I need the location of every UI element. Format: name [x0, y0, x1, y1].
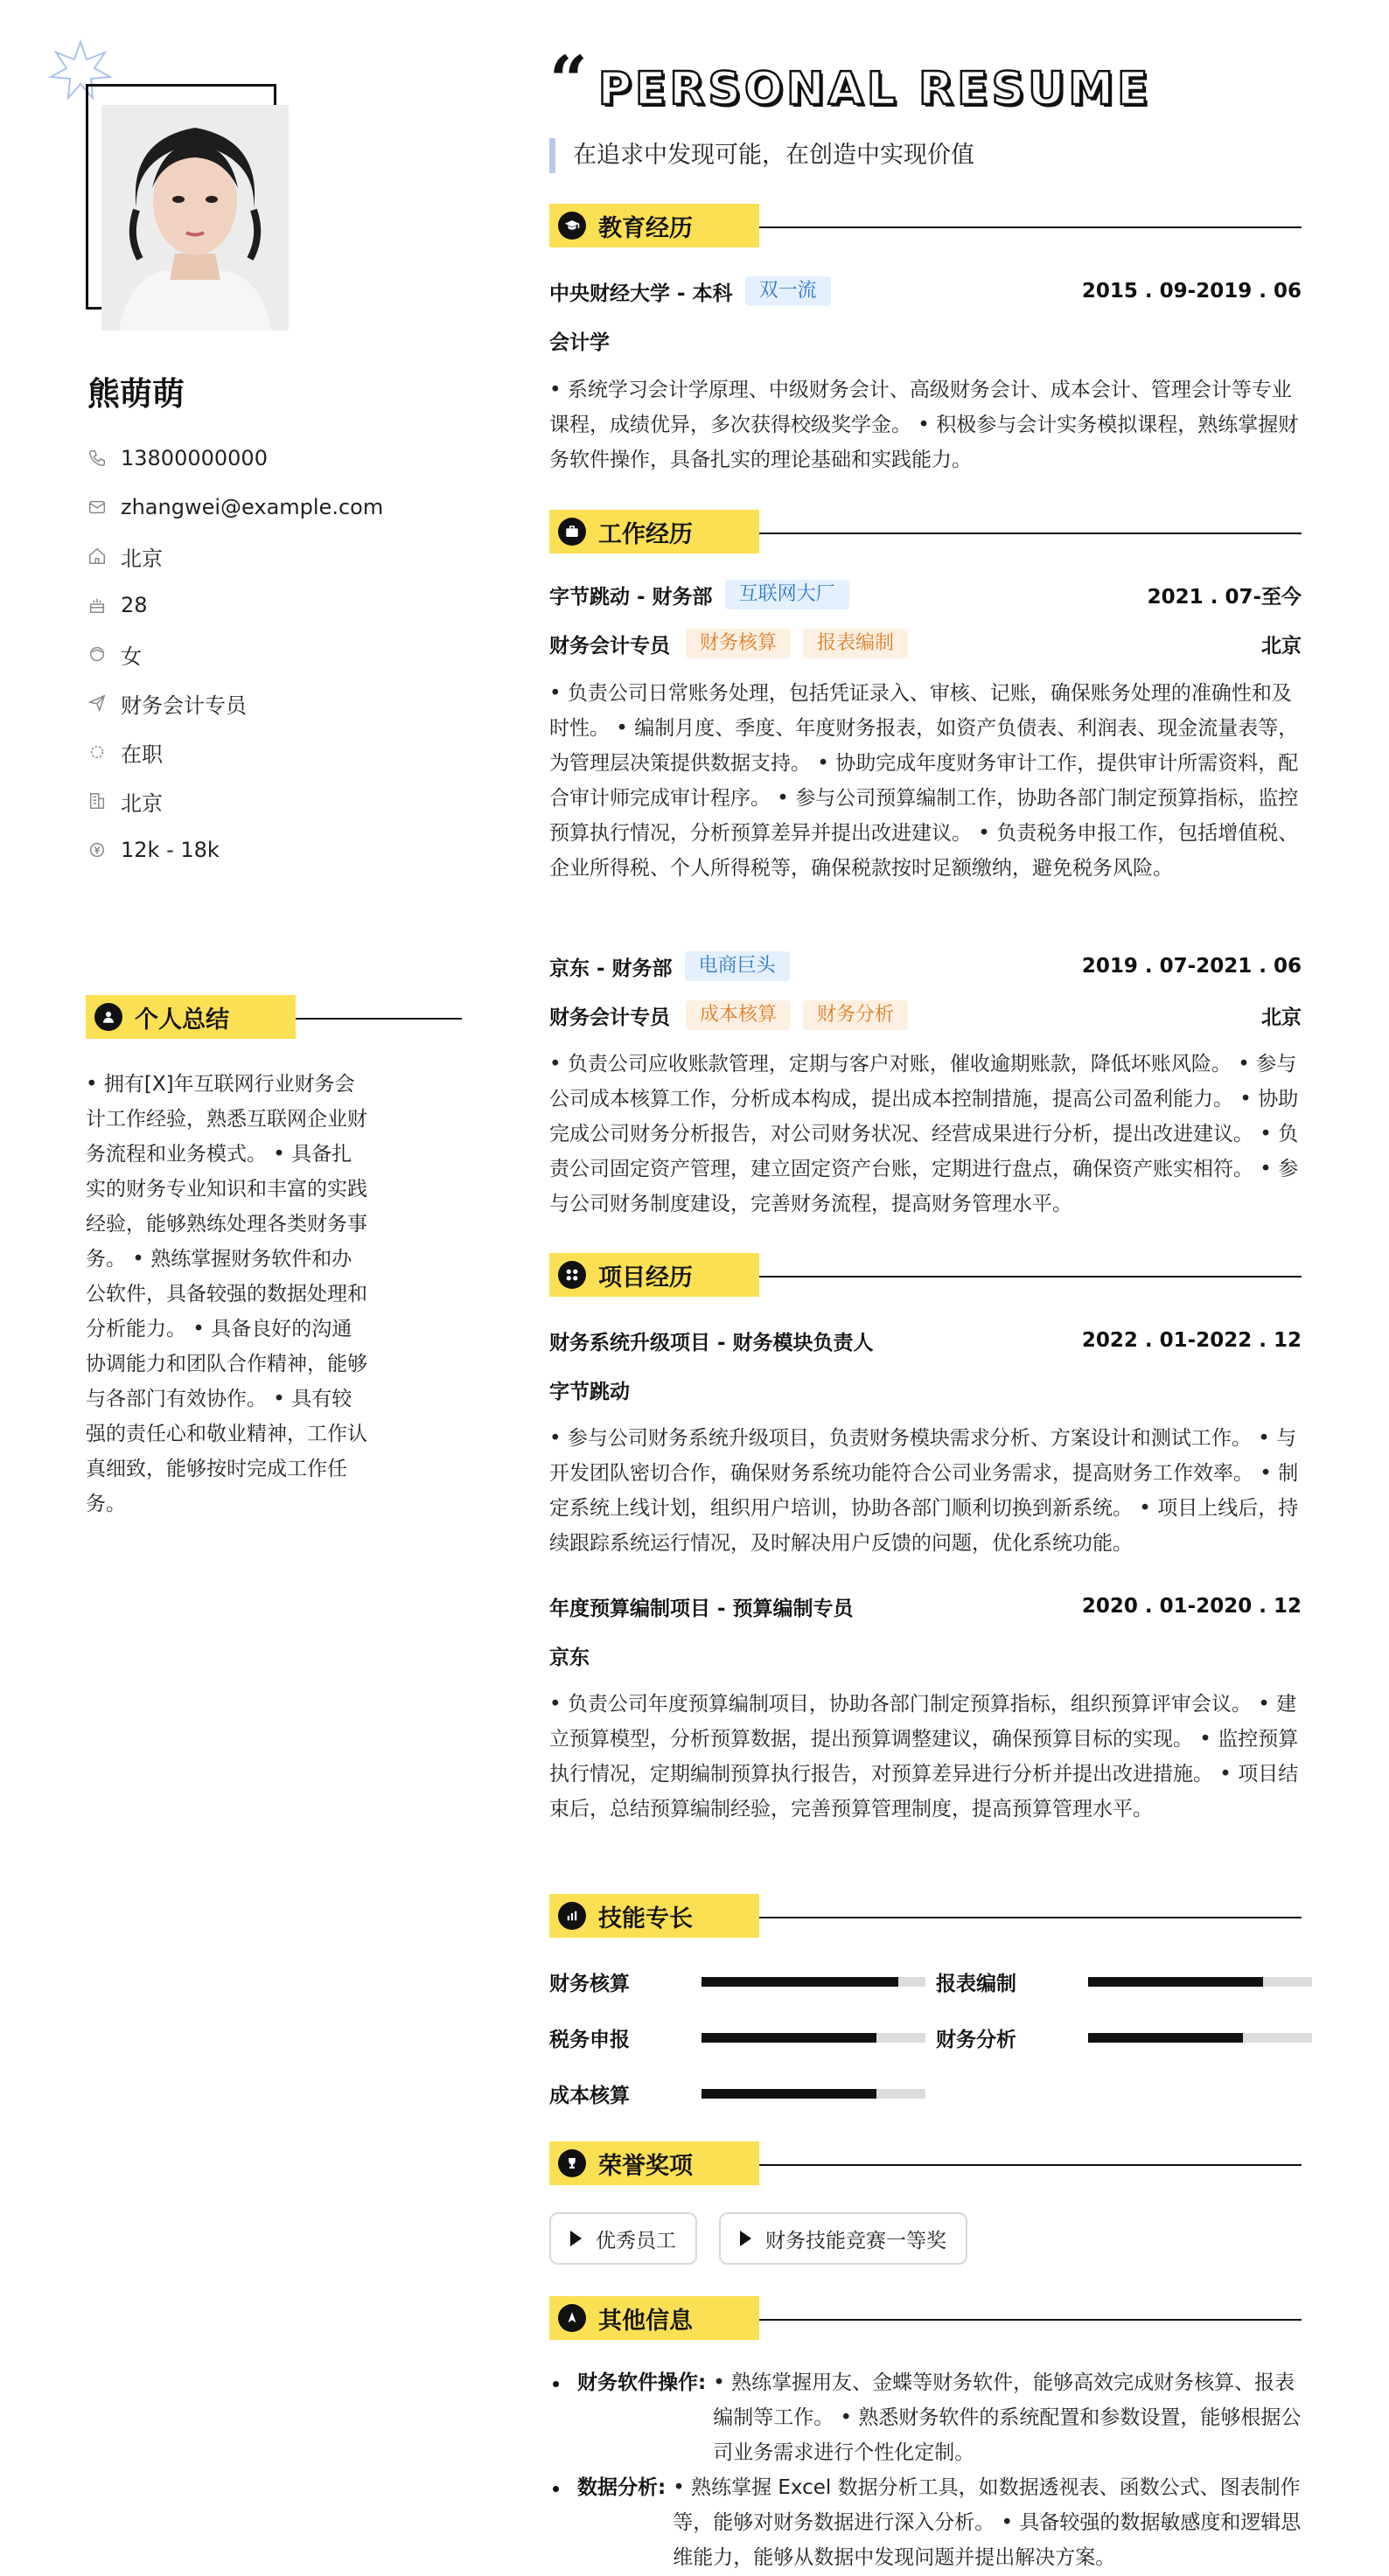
- job-1-role-row: [549, 626, 1302, 661]
- education-major-row: [549, 323, 1302, 358]
- salary-icon: [86, 839, 108, 861]
- status-icon: [86, 741, 108, 763]
- info-salary: [86, 825, 383, 874]
- education-date: 2015 . 09-2019 . 06: [1081, 280, 1302, 303]
- job-1-tag-1: 财务核算: [686, 629, 791, 658]
- other-divider: [759, 2319, 1302, 2321]
- other-item-key: 财务软件操作:: [577, 2371, 707, 2394]
- job-1-desc: • 负责公司日常账务处理，包括凭证录入、审核、记账，确保账务处理的准确性和及时性。 • 编制月度、季度、年度财务报表，如资产负债表、利润表、现金流量表等，为管理层决策提供数据支持。 • 协助完成年度财务审计工作，提供审计所需资料，配合审计师完成审计程序。 • 参与公司预算编制工作，协助各部门制定预算指标，监控预算执行情况，分析预算差异并提出改进建议。 • 负责税务申报工作，包括增值税、企业所得税、个人所得税等，确保税款按时足额缴纳，避免税务风险。: [549, 682, 1299, 880]
- play-icon: [570, 2231, 582, 2246]
- building-icon: [86, 790, 108, 812]
- other-item-data: [549, 2470, 1302, 2575]
- project-2-desc: • 负责公司年度预算编制项目，协助各部门制定预算指标，组织预算评审会议。 • 建立预算模型，分析预算数据，提出预算调整建议，确保预算目标的实现。 • 监控预算执行情况，定期编制预算执行报告，对预算差异进行分析并提出改进措施。 • 项目结束后，总结预算编制经验，完善预算管理制度，提高预算管理水平。: [549, 1693, 1299, 1821]
- user-icon: [94, 1003, 122, 1031]
- bar-chart-icon: [558, 1902, 586, 1930]
- resume-header: [549, 41, 1152, 124]
- skill-bar-fill: [701, 1977, 898, 1987]
- project-1-org: 字节跳动: [549, 1380, 630, 1403]
- job-2-desc: • 负责公司应收账款管理，定期与客户对账，催收逾期账款，降低坏账风险。 • 参与公司成本核算工作，分析成本构成，提出成本控制措施，提高公司盈利能力。 • 协助完成公司财务分析报告，对公司财务状况、经营成果进行分析，提出改进建议。 • 负责公司固定资产管理，建立固定资产台账，定期进行盘点，确保资产账实相符。 • 参与公司财务制度建设，完善财务流程，提高财务管理水平。: [549, 1053, 1299, 1215]
- briefcase-icon: [558, 518, 586, 546]
- skill-bar-track: [1088, 1977, 1312, 1987]
- job-2-tag-1: 成本核算: [686, 1000, 791, 1030]
- project-2-date: 2020 . 01-2020 . 12: [1081, 1595, 1302, 1618]
- education-desc: • 系统学习会计学原理、中级财务会计、高级财务会计、成本会计、管理会计等专业课程，成绩优异，多次获得校级奖学金。 • 积极参与会计实务模拟课程，熟练掌握财务软件操作，具备扎实的理论基础和实践能力。: [549, 379, 1299, 471]
- projects-title: 项目经历: [598, 1264, 693, 1291]
- mail-icon: [86, 496, 108, 519]
- compass-icon: [558, 2304, 586, 2332]
- info-phone: [86, 434, 383, 483]
- summary-title: 个人总结: [135, 1006, 229, 1034]
- home-icon: [86, 545, 108, 567]
- summary-section-header: [86, 995, 376, 1039]
- summary-header-bar: [86, 995, 296, 1039]
- project-1-org-row: [549, 1372, 1302, 1407]
- bullet-dot: [553, 2381, 559, 2387]
- education-school-wrap: [549, 276, 831, 306]
- honors-header-bar: [549, 2141, 759, 2185]
- gender-icon: [86, 643, 108, 665]
- job-1-row: [549, 577, 1302, 612]
- info-salary-value: 12k - 18k: [121, 838, 220, 862]
- project-1-row: [549, 1323, 1302, 1358]
- info-age-value: 28: [121, 593, 148, 617]
- info-gender: [86, 630, 383, 679]
- education-row: [549, 274, 1302, 309]
- award-chip[interactable]: [719, 2212, 967, 2265]
- quote-mark-icon: “: [549, 41, 588, 119]
- skills-title: 技能专长: [598, 1904, 693, 1932]
- skill-item: [549, 1964, 925, 1999]
- phone-icon: [86, 447, 108, 470]
- job-1-tag-2: 报表编制: [803, 629, 908, 658]
- other-section-header: [549, 2296, 1302, 2340]
- summary-divider: [296, 1018, 462, 1020]
- info-city-value: 北京: [121, 790, 163, 816]
- skill-bar-track: [701, 2033, 925, 2043]
- job-2-city: 北京: [1261, 1006, 1302, 1029]
- skill-name: 税务申报: [549, 2028, 630, 2051]
- education-tag: 双一流: [745, 276, 831, 306]
- other-header-bar: [549, 2296, 759, 2340]
- job-2-tag-2: 财务分析: [803, 1000, 908, 1030]
- job-2-role-wrap: [549, 1000, 908, 1030]
- award-label: 优秀员工: [596, 2229, 676, 2252]
- job-2-company-wrap: [549, 951, 790, 981]
- sidebar: [0, 0, 490, 2576]
- grid-icon: [558, 1261, 586, 1289]
- work-section-header: [549, 510, 1302, 553]
- project-2-row: [549, 1589, 1302, 1624]
- honors-section-header: [549, 2141, 1302, 2185]
- skill-bar-fill: [701, 2033, 876, 2043]
- slogan: 在追求中发现可能，在创造中实现价值: [549, 138, 974, 173]
- info-location: [86, 532, 383, 581]
- work-divider: [759, 533, 1302, 534]
- skill-bar-track: [701, 1977, 925, 1987]
- skill-item: [549, 2076, 925, 2111]
- info-position-value: 财务会计专员: [121, 693, 247, 718]
- play-icon: [740, 2231, 751, 2246]
- education-major: 会计学: [549, 331, 610, 354]
- info-email-value: zhangwei@example.com: [121, 495, 384, 519]
- project-2-name: 年度预算编制项目 - 预算编制专员: [549, 1597, 854, 1620]
- skill-bar-track: [701, 2089, 925, 2099]
- resume-title: PERSONAL RESUME: [597, 63, 1152, 115]
- skill-bar-fill: [701, 2089, 876, 2099]
- info-phone-value: 13800000000: [121, 446, 268, 470]
- job-1-date: 2021 . 07-至今: [1147, 585, 1302, 609]
- skill-bar-fill: [1088, 1977, 1263, 1987]
- skills-header-bar: [549, 1894, 759, 1938]
- info-location-value: 北京: [121, 546, 163, 571]
- other-info-list: [549, 2365, 1302, 2575]
- education-school: 中央财经大学 - 本科: [549, 282, 733, 305]
- skill-item: [936, 2020, 1312, 2055]
- avatar-photo: [101, 105, 289, 331]
- summary-text: • 拥有[X]年互联网行业财务会计工作经验，熟悉互联网企业财务流程和业务模式。 • 具备扎实的财务专业知识和丰富的实践经验，能够熟练处理各类财务事务。 • 熟练掌握财务软件和办公软件，具备较强的数据处理和分析能力。 • 具备良好的沟通协调能力和团队合作精神，能够与各部门有效协作。 • 具有较强的责任心和敬业精神，工作认真细致，能够按时完成工作任务。: [86, 1073, 367, 1515]
- other-item-software: [549, 2365, 1302, 2470]
- work-header-bar: [549, 510, 759, 553]
- info-status-value: 在职: [121, 741, 163, 767]
- skill-item: [936, 1964, 1312, 1999]
- education-header-bar: [549, 204, 759, 247]
- info-age: [86, 581, 383, 630]
- education-divider: [759, 226, 1302, 228]
- projects-divider: [759, 1276, 1302, 1278]
- info-city: [86, 776, 383, 825]
- skills-divider: [759, 1917, 1302, 1918]
- skill-bar-track: [1088, 2033, 1312, 2043]
- education-section-header: [549, 204, 1302, 247]
- job-1-city: 北京: [1261, 634, 1302, 658]
- project-2-org: 京东: [549, 1646, 590, 1669]
- education-title: 教育经历: [598, 214, 693, 242]
- job-1-role: 财务会计专员: [549, 634, 670, 658]
- skill-bar-fill: [1088, 2033, 1243, 2043]
- job-2-company-tag: 电商巨头: [685, 951, 790, 981]
- job-1-company-tag: 互联网大厂: [725, 580, 849, 609]
- job-1-role-wrap: [549, 629, 908, 658]
- skill-name: 财务分析: [936, 2028, 1016, 2051]
- award-chip[interactable]: [549, 2212, 697, 2265]
- job-2-company: 京东 - 财务部: [549, 957, 673, 980]
- contact-info-list: [86, 434, 383, 874]
- job-1-company: 字节跳动 - 财务部: [549, 585, 713, 609]
- info-email: [86, 483, 383, 532]
- honors-title: 荣誉奖项: [598, 2152, 693, 2180]
- trophy-icon: [558, 2149, 586, 2177]
- skills-section-header: [549, 1894, 1302, 1938]
- candidate-name: 熊萌萌: [87, 375, 185, 413]
- info-position: [86, 679, 383, 728]
- graduation-cap-icon: [558, 212, 586, 240]
- job-1-company-wrap: [549, 580, 849, 609]
- other-item-value: • 熟练掌握 Excel 数据分析工具，如数据透视表、函数公式、图表制作等，能够对财务数据进行深入分析。 • 具备较强的数据敏感度和逻辑思维能力，能够从数据中发现问题并提出解决方案。: [673, 2476, 1302, 2569]
- projects-header-bar: [549, 1253, 759, 1297]
- job-2-role: 财务会计专员: [549, 1006, 670, 1029]
- bullet-dot: [553, 2486, 559, 2492]
- job-2-row: [549, 949, 1302, 984]
- other-title: 其他信息: [598, 2307, 693, 2335]
- project-2-org-row: [549, 1638, 1302, 1673]
- info-status: [86, 728, 383, 776]
- skill-name: 财务核算: [549, 1972, 630, 1995]
- skill-name: 报表编制: [936, 1972, 1016, 1995]
- skill-name: 成本核算: [549, 2084, 630, 2107]
- send-icon: [86, 692, 108, 714]
- work-title: 工作经历: [598, 520, 693, 548]
- honors-divider: [759, 2164, 1302, 2166]
- other-item-key: 数据分析:: [577, 2476, 667, 2499]
- award-label: 财务技能竞赛一等奖: [765, 2229, 946, 2252]
- cake-icon: [86, 594, 108, 616]
- project-1-name: 财务系统升级项目 - 财务模块负责人: [549, 1331, 874, 1354]
- job-2-date: 2019 . 07-2021 . 06: [1081, 955, 1302, 978]
- projects-section-header: [549, 1253, 1302, 1297]
- project-1-date: 2022 . 01-2022 . 12: [1081, 1329, 1302, 1352]
- project-1-desc: • 参与公司财务系统升级项目，负责财务模块需求分析、方案设计和测试工作。 • 与开发团队密切合作，确保财务系统功能符合公司业务需求，提高财务工作效率。 • 制定系统上线计划，组织用户培训，协助各部门顺利切换到新系统。 • 项目上线后，持续跟踪系统运行情况，及时解决用户反馈的问题，优化系统功能。: [549, 1427, 1299, 1555]
- info-gender-value: 女: [121, 644, 142, 669]
- other-item-value: • 熟练掌握用友、金蝶等财务软件，能够高效完成财务核算、报表编制等工作。 • 熟悉财务软件的系统配置和参数设置，能够根据公司业务需求进行个性化定制。: [713, 2371, 1302, 2464]
- job-2-role-row: [549, 998, 1302, 1033]
- skill-item: [549, 2020, 925, 2055]
